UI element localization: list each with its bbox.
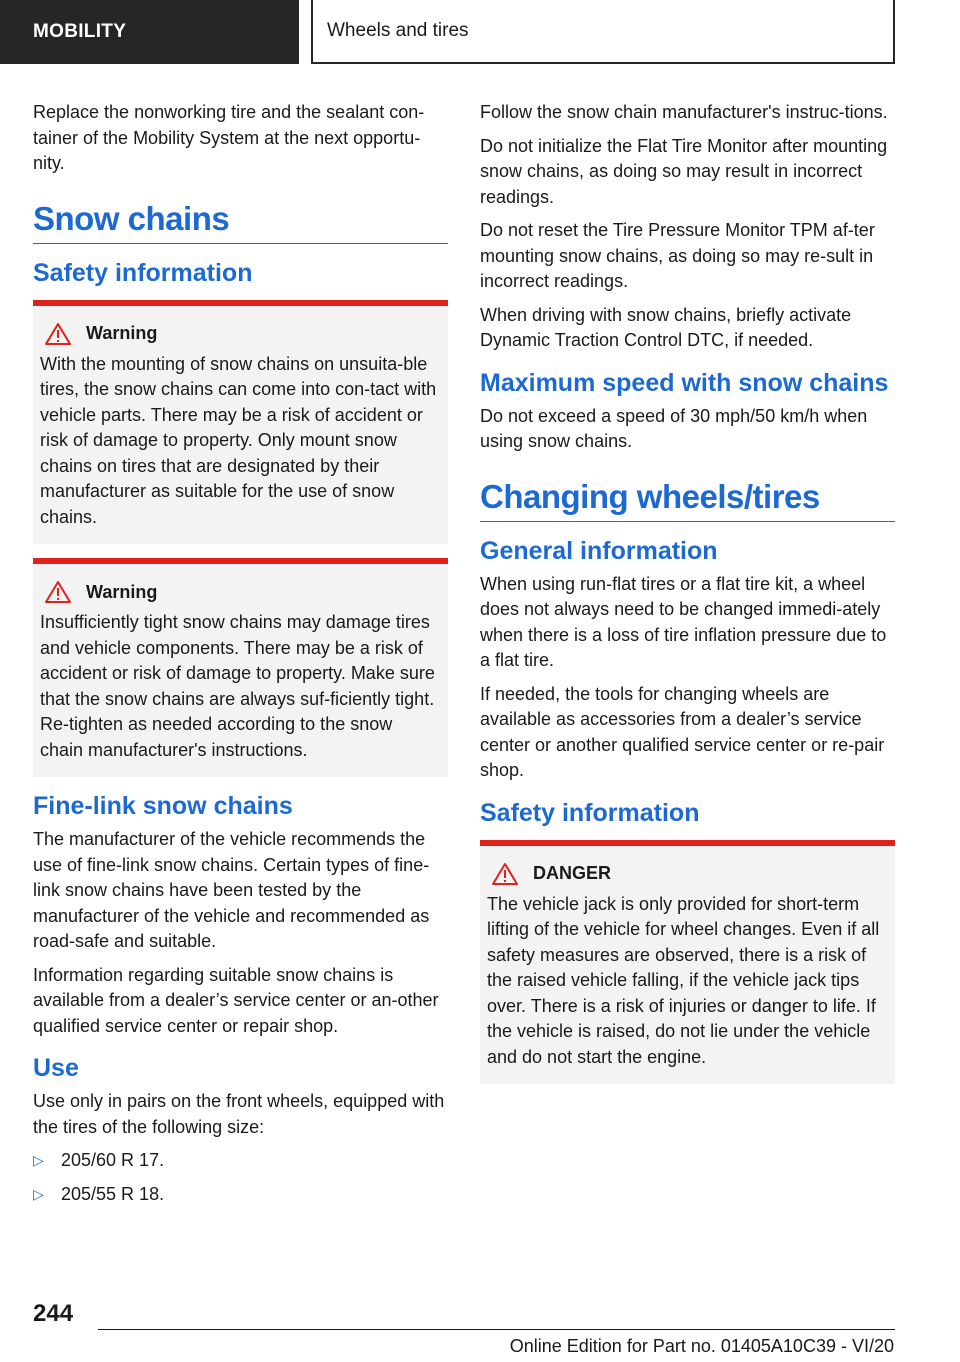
general-paragraph-1: When using run-flat tires or a flat tire kit, a wheel does not always need to be changed immedi-ately when there is a loss of tire inflation pressure due to a flat tire.	[480, 573, 887, 670]
chapter-header	[311, 0, 895, 64]
right-column	[480, 100, 895, 1098]
use-paragraph: Use only in pairs on the front wheels, equipped with the tires of the following size:	[33, 1091, 445, 1137]
tire-size: 205/60 R 17.	[61, 1150, 165, 1170]
heading-maximum-speed: Maximum speed with snow chains	[480, 368, 889, 397]
heading-fine-link-snow-chains: Fine-link snow chains	[33, 792, 293, 820]
fine-link-paragraph-2: Information regarding suitable snow chains is available from a dealer’s service center or an-other qualified service center or repair shop.	[33, 964, 439, 1036]
paragraph-tire-pressure-monitor: Do not reset the Tire Pressure Monitor TPM af-ter mounting snow chains, as doing so may re-sult in incorrect readings.	[480, 220, 875, 291]
warning-title: Warning	[86, 581, 158, 602]
heading-snow-chains: Snow chains	[33, 199, 448, 244]
edition-text: Online Edition for Part no. 01405A10C39 - VI/20	[509, 1336, 894, 1356]
list-item	[33, 1182, 448, 1208]
bullet-triangle-icon: ▷	[33, 1152, 44, 1168]
danger-box	[480, 840, 895, 1085]
section-tab	[0, 0, 299, 64]
warning-triangle-icon	[44, 322, 72, 346]
paragraph-manufacturer-instructions: Follow the snow chain manufacturer's instruc-tions.	[480, 102, 888, 122]
left-column	[33, 100, 448, 1215]
heading-safety-information: Safety information	[33, 258, 253, 287]
danger-text: The vehicle jack is only provided for short-term lifting of the vehicle for wheel changes. Even if all safety measures are observed, there is a risk of the raised vehicle falling, if the vehicle jack tips over. There is a risk of injuries or danger to life. If the vehicle is raised, do not lie under the vehicle and do not start the engine.	[487, 893, 880, 1067]
warning-triangle-icon	[44, 580, 72, 604]
tire-size-list	[33, 1148, 448, 1207]
general-paragraph-2: If needed, the tools for changing wheels are available as accessories from a dealer’s service center or another qualified service center or re-pair shop.	[480, 683, 885, 780]
tire-size: 205/55 R 18.	[61, 1183, 165, 1204]
warning-title: Warning	[86, 323, 158, 343]
heading-safety-information: Safety information	[480, 798, 700, 827]
chapter-title: Wheels and tires	[327, 20, 469, 41]
max-speed-paragraph: Do not exceed a speed of 30 mph/50 km/h when using snow chains.	[480, 405, 868, 451]
warning-box	[33, 300, 448, 545]
list-item	[33, 1148, 448, 1174]
heading-general-information: General information	[480, 536, 718, 565]
fine-link-paragraph-1: The manufacturer of the vehicle recommends the use of fine-link snow chains. Certain types of fine-link snow chains have been tested by the manufacturer of the vehicle and recommended as road-safe and suitable.	[33, 829, 430, 951]
footer-divider	[98, 1329, 895, 1330]
warning-text: With the mounting of snow chains on unsuita-ble tires, the snow chains can come into con-tact with vehicle parts. There may be a risk of accident or risk of damage to property. Only mount snow chains on tires that are designated by their manufacturer as suitable for the use of snow chains.	[40, 353, 437, 527]
danger-title: DANGER	[533, 863, 612, 883]
warning-triangle-icon	[491, 862, 519, 886]
paragraph-dtc: When driving with snow chains, briefly activate Dynamic Traction Control DTC, if needed.	[480, 304, 852, 350]
paragraph-flat-tire-monitor: Do not initialize the Flat Tire Monitor after mounting snow chains, as doing so may result in incorrect readings.	[480, 135, 888, 207]
warning-box	[33, 558, 448, 777]
page-number: 244	[33, 1300, 74, 1327]
heading-use: Use	[33, 1054, 79, 1082]
heading-changing-wheels-tires: Changing wheels/tires	[480, 477, 895, 522]
intro-paragraph: Replace the nonworking tire and the sealant con-tainer of the Mobility System at the next opportu-nity.	[33, 102, 425, 173]
bullet-triangle-icon: ▷	[33, 1185, 44, 1202]
warning-text: Insufficiently tight snow chains may damage tires and vehicle components. There may be a risk of accident or risk of damage to property. Make sure that the snow chains are always suf-ficiently tight. Re-tighten as needed according to the snow chain manufacturer's instructions.	[40, 612, 435, 760]
section-label: MOBILITY	[33, 21, 127, 42]
